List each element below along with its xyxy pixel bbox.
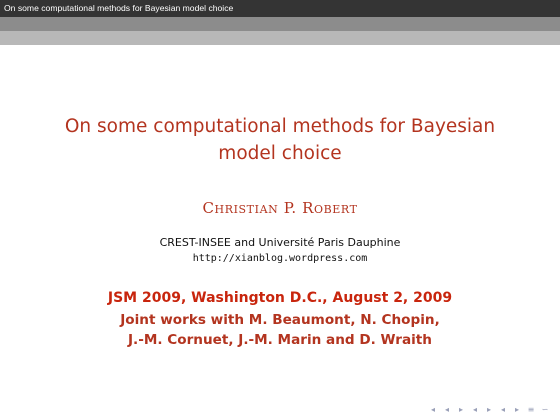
header-bar [0, 0, 560, 17]
collaboration-line: J.-M. Cornuet, J.-M. Marin and D. Wraith [127, 332, 432, 348]
prev-section-icon[interactable]: ◂ [472, 405, 477, 414]
next-subsection-icon[interactable]: ▸ [514, 405, 519, 414]
prev-subsection-icon[interactable]: ◂ [500, 405, 505, 414]
header-short-title[interactable]: On some computational methods for Bayesian model choice [4, 3, 234, 13]
event-line: JSM 2009, Washington D.C., August 2, 2009 [107, 290, 453, 306]
next-frame-icon[interactable]: ▸ [458, 405, 463, 414]
first-frame-icon[interactable]: ◂ [430, 405, 435, 414]
author-name: Christian P. Robert [202, 199, 358, 217]
author-url: http://xianblog.wordpress.com [192, 253, 368, 264]
collaboration-block [0, 310, 560, 350]
align-icon[interactable]: ≡ [527, 405, 535, 414]
header-band-bottom [0, 31, 560, 45]
prev-frame-icon[interactable]: ◂ [444, 405, 449, 414]
header-band-top [0, 17, 560, 31]
beamer-navigation-bar [428, 406, 550, 414]
affiliation: CREST-INSEE and Université Paris Dauphine [159, 236, 401, 249]
next-section-icon[interactable]: ▸ [486, 405, 491, 414]
search-icon[interactable]: ∽ [541, 405, 549, 414]
slide-title: On some computational methods for Bayesian model choice [64, 116, 496, 164]
collaboration-line: Joint works with M. Beaumont, N. Chopin, [120, 312, 440, 328]
